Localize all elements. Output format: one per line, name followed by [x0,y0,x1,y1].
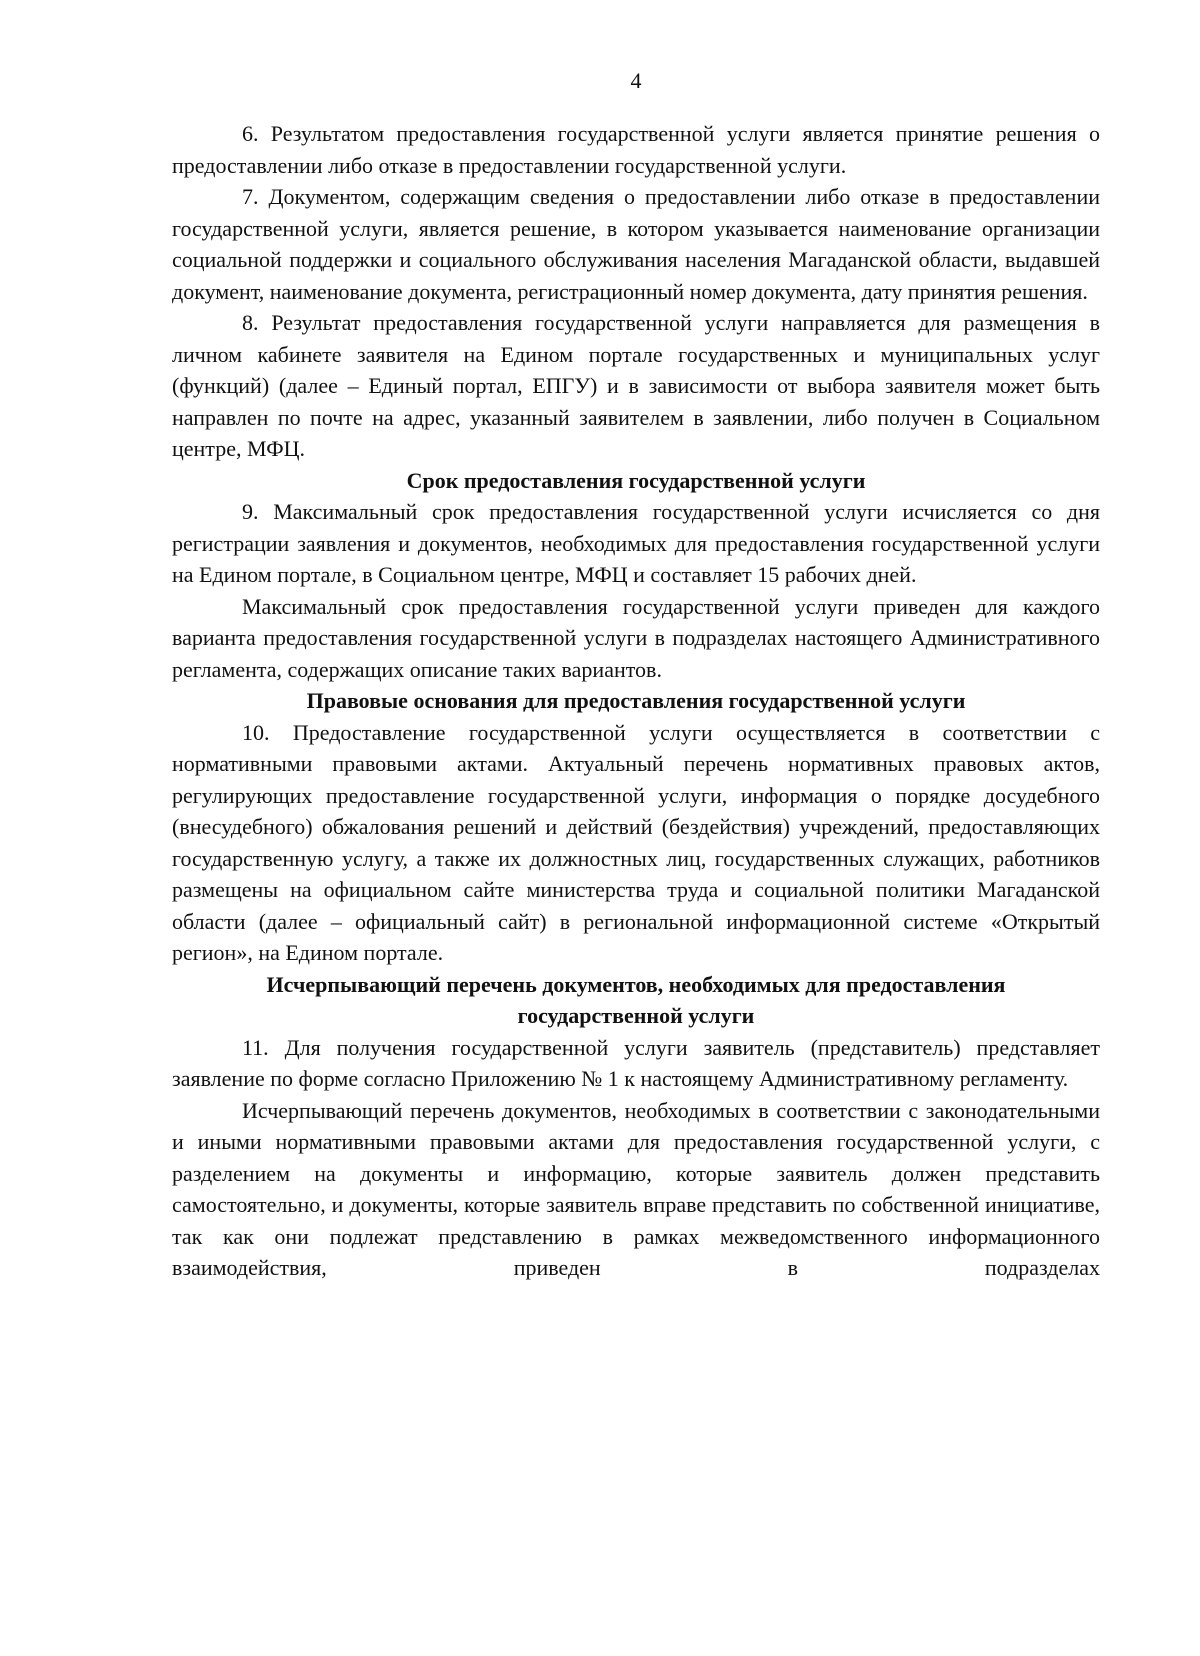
paragraph-11: 11. Для получения государственной услуги заявитель (представитель) представляет заявление по форме согласно Приложению № 1 к настоящему Административному регламенту. [172,1034,1100,1091]
heading-legal-grounds: Правовые основания для предоставления государственной услуги [306,688,966,713]
paragraph-6: 6. Результатом предоставления государственной услуги является принятие решения о предоставлении либо отказе в предоставлении государственной услуги. [172,121,1100,178]
heading-service-term: Срок предоставления государственной услуги [406,467,866,493]
paragraph-10: 10. Предоставление государственной услуги осуществляется в соответствии с нормативными правовыми актами. Актуальный перечень нормативных правовых актов, регулирующих предоставление государственной услуги, информация о порядке досудебного (внесудебного) обжалования решений и действий (бездействия) учреждений, предоставляющих государственную услугу, а также их должностных лиц, государственных служащих, работников размещены на официальном сайте министерства труда и социальной политики Магаданской области (далее – официальный сайт) в региональной информационной системе «Открытый регион», на Едином портале. [172,719,1100,965]
paragraph-9-continued: Максимальный срок предоставления государственной услуги приведен для каждого варианта предоставления государственной услуги в подразделах настоящего Административного регламента, содержащих описание таких вариантов. [172,593,1100,682]
document-page [172,66,1100,1284]
paragraph-9: 9. Максимальный срок предоставления государственной услуги исчисляется со дня регистрации заявления и документов, необходимых для предоставления государственной услуги на Едином портале, в Социальном центре, МФЦ и составляет 15 рабочих дней. [172,499,1100,587]
heading-documents-list: Исчерпывающий перечень документов, необходимых для предоставления государственной услуги [266,971,1006,1028]
paragraph-7: 7. Документом, содержащим сведения о предоставлении либо отказе в предоставлении государственной услуги, является решение, в котором указывается наименование организации социальной поддержки и социального обслуживания населения Магаданской области, выдавшей документ, наименование документа, регистрационный номер документа, дату принятия решения. [172,184,1100,304]
paragraph-8: 8. Результат предоставления государственной услуги направляется для размещения в личном кабинете заявителя на Едином портале государственных и муниципальных услуг (функций) (далее – Единый портал, ЕПГУ) и в зависимости от выбора заявителя может быть направлен по почте на адрес, указанный заявителем в заявлении, либо получен в Социальном центре, МФЦ. [172,310,1100,461]
paragraph-11-continued: Исчерпывающий перечень документов, необходимых в соответствии с законодательными и иными нормативными правовыми актами для предоставления государственной услуги, с разделением на документы и информацию, которые заявитель должен представить самостоятельно, и документы, которые заявитель вправе представить по собственной инициативе, так как они подлежат представлению в рамках межведомственного информационного взаимодействия, приведен в подразделах [172,1097,1100,1280]
page-number: 4 [630,68,642,93]
